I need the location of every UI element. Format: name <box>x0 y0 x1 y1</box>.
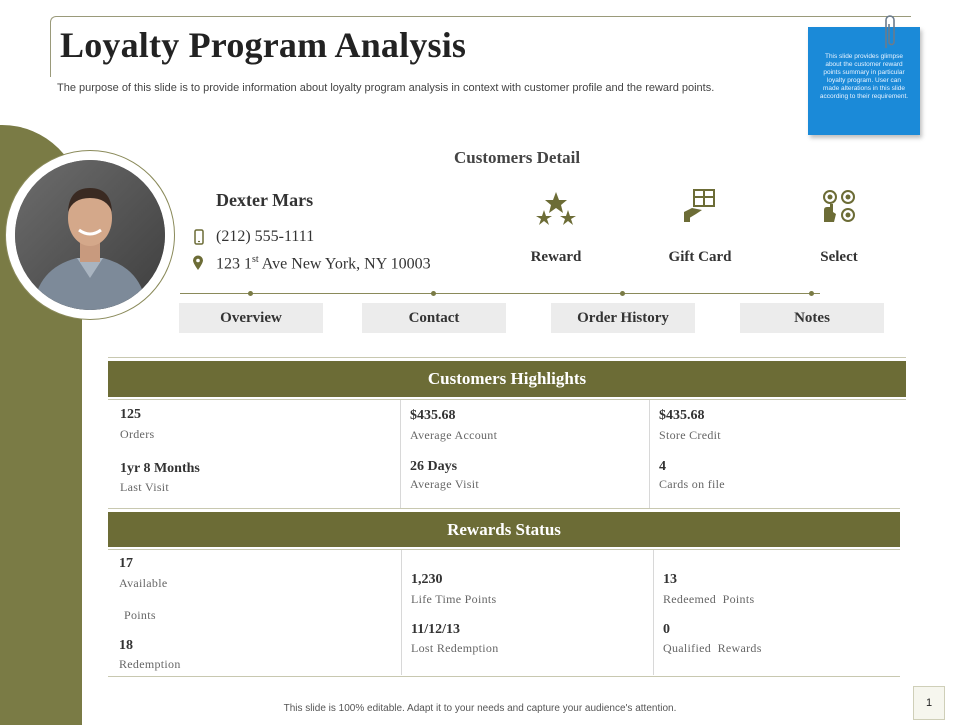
sticky-note-text: This slide provides glimpse about the customer reward points summary in particular loyalty program. User can made alterations in this slide according to their requirement. <box>819 53 909 100</box>
orders-label: Orders <box>120 427 155 441</box>
stars-icon <box>534 190 578 230</box>
customer-name: Dexter Mars <box>216 190 314 210</box>
timeline-dot <box>431 291 436 296</box>
column-divider <box>649 400 650 508</box>
divider <box>108 399 906 400</box>
life-time-points-value: 1,230 <box>411 572 443 587</box>
timeline-dot <box>620 291 625 296</box>
page-number: 1 <box>913 686 945 720</box>
customers-detail-title: Customers Detail <box>454 148 581 167</box>
address-ordinal: st <box>252 254 259 265</box>
tab-contact[interactable]: Contact <box>362 303 506 333</box>
timeline-dot <box>809 291 814 296</box>
paperclip-icon <box>880 12 898 52</box>
average-visit-label: Average Visit <box>410 477 480 491</box>
column-divider <box>401 550 402 675</box>
column-divider <box>400 400 401 508</box>
timeline-dot <box>248 291 253 296</box>
last-visit-value: 1yr 8 Months <box>120 461 200 476</box>
available-label: Available <box>119 576 168 590</box>
customer-phone: (212) 555-1111 <box>216 228 315 245</box>
person-photo-icon <box>15 160 165 310</box>
gift-card-icon <box>680 186 724 226</box>
detail-item-select[interactable]: Select <box>820 249 858 265</box>
divider <box>108 549 900 550</box>
qualified-rewards-label: Qualified Rewards <box>663 641 762 655</box>
redemption-label: Redemption <box>119 657 181 671</box>
points-label: Points <box>124 608 156 622</box>
cards-on-file-label: Cards on file <box>659 477 725 491</box>
average-account-value: $435.68 <box>410 408 456 423</box>
available-value: 17 <box>119 556 133 571</box>
cards-on-file-value: 4 <box>659 459 666 474</box>
divider <box>108 508 900 509</box>
avatar <box>15 160 165 310</box>
divider <box>108 676 900 677</box>
detail-item-reward[interactable]: Reward <box>530 249 582 265</box>
tab-order-history[interactable]: Order History <box>551 303 695 333</box>
lost-redemption-label: Lost Redemption <box>411 641 499 655</box>
orders-value: 125 <box>120 407 141 422</box>
qualified-rewards-value: 0 <box>663 622 670 637</box>
life-time-points-label: Life Time Points <box>411 592 497 606</box>
phone-icon <box>193 229 205 245</box>
customers-highlights-header: Customers Highlights <box>108 361 906 397</box>
tab-notes[interactable]: Notes <box>740 303 884 333</box>
location-pin-icon <box>192 255 204 271</box>
store-credit-value: $435.68 <box>659 408 705 423</box>
page-title: Loyalty Program Analysis <box>60 25 467 65</box>
last-visit-label: Last Visit <box>120 480 170 494</box>
tab-overview[interactable]: Overview <box>179 303 323 333</box>
divider <box>108 357 906 358</box>
lost-redemption-value: 11/12/13 <box>411 622 461 637</box>
column-divider <box>653 550 654 675</box>
page-subtitle: The purpose of this slide is to provide information about loyalty program analysis in context with customer profile and the reward points. <box>57 82 715 94</box>
redeemed-points-label: Redeemed Points <box>663 592 755 606</box>
average-visit-value: 26 Days <box>410 459 458 474</box>
address-number: 123 1 <box>216 255 252 273</box>
store-credit-label: Store Credit <box>659 428 721 442</box>
select-options-icon <box>818 188 862 228</box>
rewards-status-header: Rewards Status <box>108 512 900 547</box>
footer-text: This slide is 100% editable. Adapt it to your needs and capture your audience's attention. <box>283 703 677 714</box>
redeemed-points-value: 13 <box>663 572 677 587</box>
average-account-label: Average Account <box>410 428 498 442</box>
address-rest: Ave New York, NY 10003 <box>258 255 431 273</box>
detail-item-gift-card[interactable]: Gift Card <box>668 249 732 265</box>
sticky-note <box>808 27 920 135</box>
redemption-value: 18 <box>119 638 133 653</box>
customer-address <box>216 254 431 273</box>
timeline-line <box>180 293 820 294</box>
